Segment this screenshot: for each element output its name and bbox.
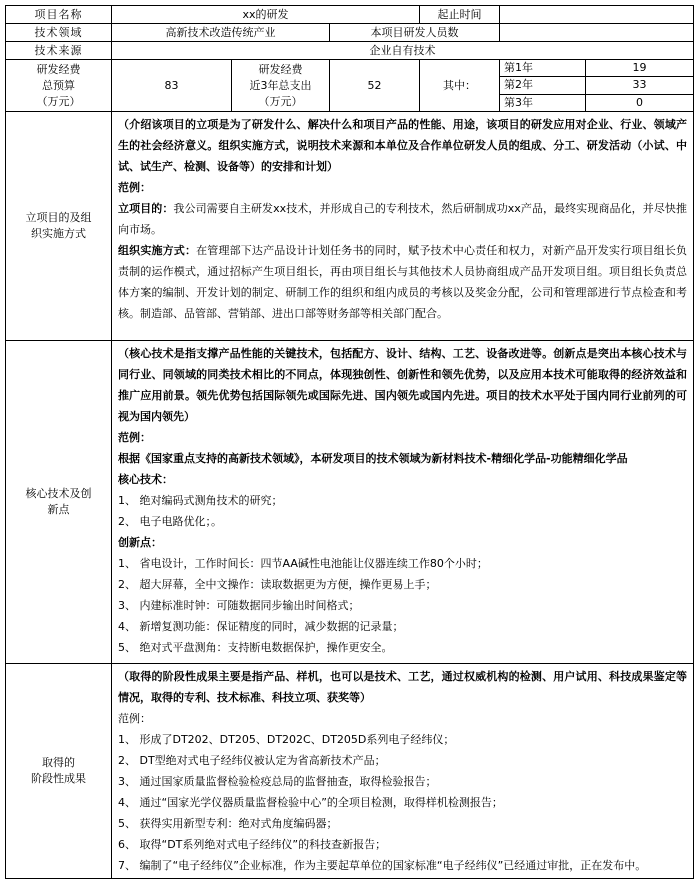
core-label-line1: 核心技术及创 xyxy=(25,487,92,500)
spend-label xyxy=(232,60,330,112)
total-budget-label-line2: 总预算 xyxy=(42,78,75,92)
core-tech-section-content[interactable] xyxy=(112,341,694,664)
purpose-example-heading: 范例： xyxy=(118,181,151,194)
tech-field-label: 技术领域 xyxy=(6,24,112,42)
project-name-value[interactable]: xx的研发 xyxy=(112,6,420,24)
results-section-content[interactable] xyxy=(112,664,694,879)
spend-label-line2: 近3年总支出 xyxy=(249,78,312,92)
results-item: 2、 DT型绝对式电子经纬仪被认定为省高新技术产品； xyxy=(118,754,386,767)
spend-label-line1: 研发经费 xyxy=(258,62,303,76)
row-section-purpose xyxy=(6,112,694,341)
row-project-name xyxy=(6,6,694,24)
total-budget-label-line1: 研发经费 xyxy=(36,62,81,76)
results-item: 4、 通过“国家光学仪器质量监督检验中心”的全项目检测，取得样机检测报告； xyxy=(118,796,503,809)
total-budget-label-line3: （万元） xyxy=(36,94,81,108)
year3-label: 第3年 xyxy=(500,94,586,111)
core-tech-section-label xyxy=(6,341,112,664)
core-basis: 根据《国家重点支持的高新技术领域》，本研发项目的技术领域为新材料技术-精细化学品-功能精细化学品 xyxy=(118,452,628,465)
results-example-heading: 范例： xyxy=(118,712,151,725)
purpose-intro: （介绍该项目的立项是为了研发什么、解决什么和项目产品的性能、用途，该项目的研发应用对企业、行业、领域产生的社会经济意义。组织实施方式，说明技术来源和本单位及合作单位研发人员的组成、分工、研发活动（小试、中试、试生产、检测、设备等）的安排和计划） xyxy=(118,118,687,173)
staff-count-label: 本项目研发人员数 xyxy=(330,24,500,42)
core-item: 1、 绝对编码式测角技术的研究； xyxy=(118,494,283,507)
innovation-item: 5、 绝对式平盘测角：支持断电数据保护，操作更安全。 xyxy=(118,641,393,654)
results-item: 7、 编制了“电子经纬仪”企业标准，作为主要起草单位的国家标准“电子经纬仪”已经通过审批，正在发布中。 xyxy=(118,859,647,872)
spend-label-line3: （万元） xyxy=(258,94,303,108)
purpose-section-content[interactable] xyxy=(112,112,694,341)
impl-text: 在管理部下达产品设计计划任务书的同时，赋予技术中心责任和权力，对新产品开发实行项目组长负责制的运作模式，通过招标产生项目组长，再由项目组长与其他技术人员协商组成产品开发项目组。项目组长负责总体方案的编制、开发计划的制定、研制工作的组织和组内成员的考核以及奖金分配，公司和管理部进行节点检查和考核。制造部、品管部、营销部、进出口部等财务部等相关部门配合。 xyxy=(118,244,688,320)
purpose-label-line1: 立项目的及组 xyxy=(25,211,92,224)
total-budget-value[interactable]: 83 xyxy=(112,60,232,112)
innovation-item: 3、 内建标准时钟：可随数据同步输出时间格式； xyxy=(118,599,360,612)
core-example-heading: 范例： xyxy=(118,431,151,444)
results-intro: （取得的阶段性成果主要是指产品、样机，也可以是技术、工艺，通过权威机构的检测、用户试用、科技成果鉴定等情况，取得的专利、技术标准、科技立项、获奖等） xyxy=(118,670,687,704)
tech-source-value[interactable]: 企业自有技术 xyxy=(112,42,694,60)
row-tech-source xyxy=(6,42,694,60)
innovation-item: 2、 超大屏幕，全中文操作：读取数据更为方便，操作更易上手； xyxy=(118,578,437,591)
purpose-label-line2: 织实施方式 xyxy=(31,227,86,240)
results-item: 1、 形成了DT202、DT205、DT202C、DT205D系列电子经纬仪； xyxy=(118,733,455,746)
tech-source-label: 技术来源 xyxy=(6,42,112,60)
year1-label: 第1年 xyxy=(500,60,586,77)
among-label: 其中： xyxy=(420,60,500,112)
total-budget-label xyxy=(6,60,112,112)
row-budget-year1 xyxy=(6,60,694,77)
impl-paragraph xyxy=(118,240,687,324)
results-label-line1: 取得的 xyxy=(42,756,75,769)
innovation-item: 4、 新增复测功能：保证精度的同时，减少数据的记录量； xyxy=(118,620,404,633)
impl-title: 组织实施方式： xyxy=(118,244,197,257)
innovation-heading: 创新点： xyxy=(118,536,162,549)
core-item: 2、 电子电路优化；。 xyxy=(118,515,222,528)
year2-value[interactable]: 33 xyxy=(586,77,694,94)
row-section-results xyxy=(6,664,694,879)
core-intro: （核心技术是指支撑产品性能的关键技术，包括配方、设计、结构、工艺、设备改进等。创新点是突出本核心技术与同行业、同领域的同类技术相比的不同点，体现独创性、创新性和领先优势，以及应用本技术可能取得的经济效益和推广应用前景。领先优势包括国际领先或国际先进、国内领先或国内先进。项目的技术水平处于国内同行业前列的可视为国内领先） xyxy=(118,347,687,423)
results-section-label xyxy=(6,664,112,879)
project-name-label: 项目名称 xyxy=(6,6,112,24)
purpose-text: 我公司需要自主研发xx技术，并形成自己的专利技术，然后研制成功xx产品，最终实现商品化，并尽快推向市场。 xyxy=(118,202,687,236)
year3-value[interactable]: 0 xyxy=(586,94,694,111)
period-label: 起止时间 xyxy=(420,6,500,24)
row-section-core-tech xyxy=(6,341,694,664)
project-form-table xyxy=(5,5,694,879)
year1-value[interactable]: 19 xyxy=(586,60,694,77)
year2-label: 第2年 xyxy=(500,77,586,94)
row-tech-field xyxy=(6,24,694,42)
results-item: 6、 取得“DT系列绝对式电子经纬仪”的科技查新报告； xyxy=(118,838,387,851)
tech-field-value[interactable]: 高新技术改造传统产业 xyxy=(112,24,330,42)
staff-count-value[interactable] xyxy=(500,24,694,42)
innovation-item: 1、 省电设计，工作时间长：四节AA碱性电池能让仪器连续工作80个小时； xyxy=(118,557,488,570)
purpose-paragraph xyxy=(118,198,687,240)
core-label-line2: 新点 xyxy=(47,503,70,516)
purpose-title: 立项目的： xyxy=(118,202,174,215)
purpose-section-label xyxy=(6,112,112,341)
period-value[interactable] xyxy=(500,6,694,24)
results-label-line2: 阶段性成果 xyxy=(31,772,86,785)
results-item: 3、 通过国家质量监督检验检疫总局的监督抽查，取得检验报告； xyxy=(118,775,437,788)
results-item: 5、 获得实用新型专利：绝对式角度编码器； xyxy=(118,817,338,830)
core-tech-heading: 核心技术： xyxy=(118,473,173,486)
spend-value[interactable]: 52 xyxy=(330,60,420,112)
